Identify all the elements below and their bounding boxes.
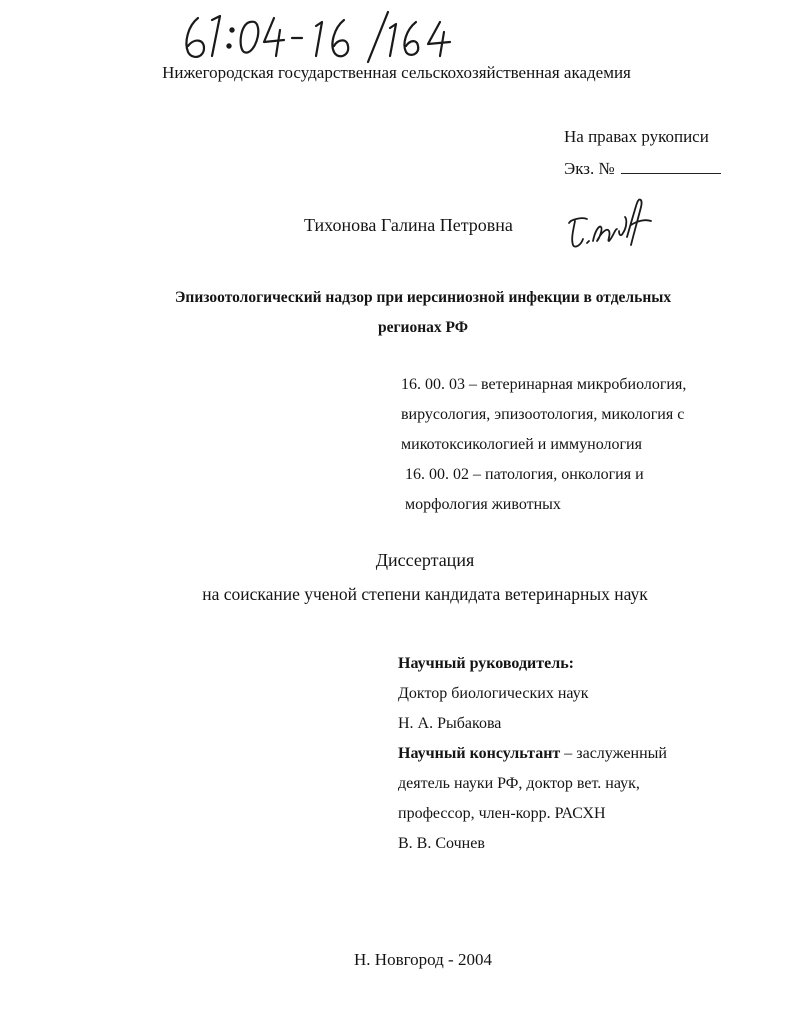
handwritten-archive-number: [182, 8, 452, 64]
advisors-block: [398, 649, 667, 859]
dissertation-topic-line-2: регионах РФ: [377, 319, 469, 336]
supervisor-degree: Доктор биологических наук: [398, 685, 589, 702]
specialty-line: микотоксикологией и иммунология: [401, 436, 642, 453]
specialty-codes: [401, 370, 686, 520]
author-name: Тихонова Галина Петровна: [304, 215, 513, 235]
supervisor-label: Научный руководитель:: [398, 655, 574, 672]
dissertation-topic-line-1: Эпизоотологический надзор при иерсиниозной инфекции в отдельных: [174, 289, 672, 306]
copy-number-label: Экз. №: [564, 159, 615, 178]
specialty-line: 16. 00. 02 – патология, онкология и: [405, 466, 644, 483]
copy-number-blank-line: [621, 159, 721, 174]
specialty-line: морфология животных: [405, 496, 561, 513]
document-type-heading: Диссертация: [375, 550, 475, 570]
supervisor-name: Н. А. Рыбакова: [398, 715, 502, 732]
consultant-title-part-1: – заслуженный: [560, 745, 667, 762]
consultant-label: Научный консультант: [398, 745, 561, 762]
institution-name: Нижегородская государственная сельскохозяйственная академия: [162, 63, 631, 82]
copy-number-field: [564, 159, 721, 179]
consultant-title-part-3: профессор, член-корр. РАСХН: [398, 805, 606, 822]
consultant-name: В. В. Сочнев: [398, 835, 485, 852]
consultant-line: [398, 739, 667, 769]
specialty-line: вирусология, эпизоотология, микология с: [401, 406, 685, 423]
dissertation-topic: [60, 283, 786, 343]
degree-purpose: на соискание ученой степени кандидата ветеринарных наук: [202, 584, 648, 604]
manuscript-rights-note: На правах рукописи: [564, 127, 709, 146]
consultant-title-part-2: деятель науки РФ, доктор вет. наук,: [398, 775, 640, 792]
city-year: Н. Новгород - 2004: [354, 950, 492, 969]
specialty-line: 16. 00. 03 – ветеринарная микробиология,: [401, 376, 687, 393]
author-signature: [565, 193, 655, 255]
